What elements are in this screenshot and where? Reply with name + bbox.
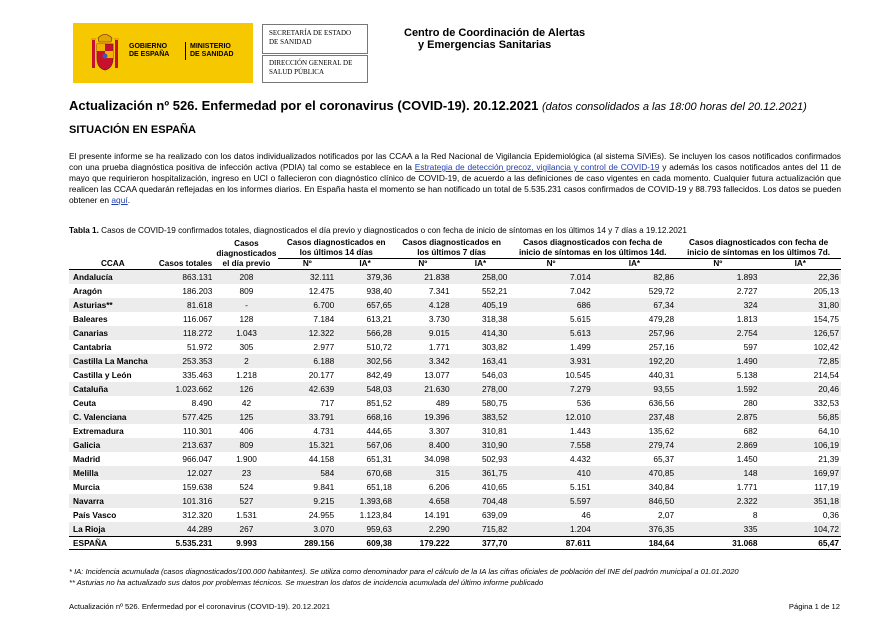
cell: 651,31: [366, 453, 392, 464]
cell: 110.301: [183, 425, 213, 436]
table-row: [69, 452, 841, 466]
ccaa-name: Madrid: [73, 453, 101, 464]
cell: 184,64: [593, 537, 676, 550]
cell: 315: [394, 466, 452, 480]
cell: 51.972: [187, 341, 213, 352]
gobierno-label: GOBIERNO DE ESPAÑA: [129, 43, 170, 58]
cell: 332,53: [813, 397, 839, 408]
centro-title: Centro de Coordinación de Alertas y Emergencias Sanitarias: [404, 27, 586, 51]
cell: 4.128: [394, 298, 452, 312]
cell: 87.611: [509, 537, 592, 550]
cell: 383,52: [452, 410, 510, 424]
cell: 13.077: [424, 369, 450, 380]
cell: 636,56: [648, 397, 675, 408]
cell: ESPAÑA: [69, 537, 157, 550]
cell: 44.158: [308, 453, 335, 464]
cell: 842,49: [366, 369, 392, 380]
cell: 686: [509, 298, 592, 312]
cell: 577.425: [157, 410, 215, 424]
cell: 15.321: [278, 438, 336, 452]
footnote-asturias: ** Asturias no ha actualizado sus datos por problemas técnicos. Se muestran los datos de incidencia acumulada del último informe publicado: [69, 578, 544, 587]
header-group-sintomas-14d: Casos diagnosticados con fecha de inicio de síntomas en los últimos 14d.: [509, 237, 676, 259]
cell: 335.463: [182, 369, 213, 380]
section-heading: SITUACIÓN EN ESPAÑA: [69, 124, 196, 136]
cell: 257,96: [593, 326, 676, 340]
cell: 44.289: [157, 522, 215, 537]
cell: 966.047: [182, 453, 213, 464]
cell: 2.869: [676, 438, 759, 452]
cell: 584: [278, 466, 336, 480]
cell: 10.545: [565, 369, 591, 380]
header-totales: Casos totales: [158, 259, 213, 268]
cell: 213.637: [157, 438, 215, 452]
cell: 406: [239, 425, 254, 436]
ccaa-name: C. Valenciana: [69, 410, 157, 424]
coat-of-arms-icon: [90, 30, 120, 76]
cell: 34.098: [424, 453, 450, 464]
cell: 42.639: [278, 382, 336, 396]
table-row: [69, 270, 841, 285]
ccaa-name: Melilla: [69, 466, 157, 480]
header-ia: IA*: [474, 259, 487, 268]
ccaa-name: Asturias**: [69, 298, 157, 312]
cell: 3.730: [428, 313, 450, 324]
ccaa-name: Ceuta: [73, 397, 97, 408]
table-row: [69, 298, 841, 312]
table-row: [69, 480, 841, 494]
cell: 104,72: [760, 522, 842, 537]
cell: 502,93: [481, 453, 508, 464]
header-n: Nº: [713, 259, 723, 268]
cell: 208: [214, 270, 278, 285]
cell: 938,40: [366, 285, 392, 296]
cell: 4.432: [569, 453, 591, 464]
cell: 5.597: [509, 494, 592, 508]
cell: 279,74: [593, 438, 676, 452]
cell: 959,63: [336, 522, 394, 537]
cases-table: [69, 237, 841, 550]
ccaa-name: Baleares: [73, 313, 108, 324]
cell: 214,54: [813, 369, 839, 380]
cell: 23: [214, 466, 278, 480]
cell: 102,42: [813, 341, 839, 352]
cell: 33.791: [278, 410, 336, 424]
cell: 6.700: [278, 298, 336, 312]
cell: 12.322: [278, 326, 336, 340]
cell: 5.151: [569, 481, 591, 492]
cell: 278,00: [452, 382, 510, 396]
cell: 169,97: [760, 466, 842, 480]
cell: 444,65: [366, 425, 392, 436]
cell: 148: [676, 466, 759, 480]
cell: 20,46: [760, 382, 842, 396]
cell: 302,56: [336, 354, 394, 368]
cell: 335: [676, 522, 759, 537]
table-row: [69, 326, 841, 340]
cell: 2.727: [736, 285, 758, 296]
cell: 410: [509, 466, 592, 480]
cell: 159.638: [182, 481, 213, 492]
page-number: Página 1 de 12: [788, 602, 840, 611]
cell: 163,41: [452, 354, 510, 368]
cell: 3.342: [394, 354, 452, 368]
cell: 609,38: [336, 537, 394, 550]
table-row: [69, 424, 841, 438]
header-group-7d: Casos diagnosticados en los últimos 7 días: [394, 237, 509, 259]
ministerio-label: MINISTERIO DE SANIDAD: [190, 43, 234, 58]
ccaa-name: Aragón: [73, 285, 103, 296]
cell: 8.490: [191, 397, 213, 408]
cell: 7.042: [569, 285, 591, 296]
cell: 118.272: [157, 326, 215, 340]
header-previo: Casos diagnosticados el día previo: [216, 239, 277, 268]
cell: 1.499: [569, 341, 591, 352]
cell: 682: [743, 425, 758, 436]
total-row: [69, 537, 841, 550]
footnote-ia: * IA: Incidencia acumulada (casos diagnosticados/100.000 habitantes). Se utiliza como denominador para el cálculo de la IA las cifras oficiales de población del INE del padrón municipal a 01.01.2020: [69, 567, 739, 576]
cell: 851,52: [366, 397, 392, 408]
cell: 597: [743, 341, 758, 352]
cell: 489: [435, 397, 450, 408]
cell: 717: [320, 397, 335, 408]
cell: 12.010: [509, 410, 592, 424]
cell: 651,18: [366, 481, 392, 492]
cell: 5.535.231: [157, 537, 215, 550]
cell: 21.838: [394, 270, 452, 285]
cell: 32.111: [278, 270, 336, 285]
cell: 19.396: [394, 410, 452, 424]
cell: 1.813: [736, 313, 758, 324]
cell: 510,72: [366, 341, 392, 352]
cell: 846,50: [593, 494, 676, 508]
ccaa-name: Canarias: [69, 326, 157, 340]
cell: 566,28: [336, 326, 394, 340]
table-row: [69, 494, 841, 508]
table-row: [69, 312, 841, 326]
cell: 305: [239, 341, 254, 352]
table-row: [69, 508, 841, 522]
cell: 1.043: [214, 326, 278, 340]
cell: 42: [241, 397, 252, 408]
cell: 3.931: [509, 354, 592, 368]
ccaa-name: País Vasco: [73, 509, 117, 520]
cell: 361,75: [452, 466, 510, 480]
header-n: Nº: [302, 259, 312, 268]
cell: 9.015: [394, 326, 452, 340]
ccaa-name: Extremadura: [73, 425, 124, 436]
cell: 310,90: [452, 438, 510, 452]
ccaa-name: Navarra: [69, 494, 157, 508]
cell: 1.771: [428, 341, 450, 352]
table-row: [69, 382, 841, 396]
cell: 639,09: [481, 509, 508, 520]
cell: 548,03: [336, 382, 394, 396]
cell: 715,82: [452, 522, 510, 537]
table-row: [69, 284, 841, 298]
cell: 93,55: [593, 382, 676, 396]
ccaa-name: Cantabria: [73, 341, 112, 352]
cell: 7.279: [509, 382, 592, 396]
cell: 7.014: [509, 270, 592, 285]
cell: 67,34: [593, 298, 676, 312]
cell: 536: [576, 397, 591, 408]
cell: 117,19: [814, 481, 839, 492]
cell: 65,37: [653, 453, 675, 464]
cell: 580,75: [481, 397, 508, 408]
cell: 1.592: [676, 382, 759, 396]
cell: 9.215: [278, 494, 336, 508]
cell: 414,30: [452, 326, 510, 340]
header-n: Nº: [418, 259, 428, 268]
cell: 318,38: [481, 313, 508, 324]
cell: 237,48: [593, 410, 676, 424]
cell: 253.353: [157, 354, 215, 368]
cell: 546,03: [481, 369, 508, 380]
cell: 65,47: [760, 537, 842, 550]
header-group-sintomas-7d: Casos diagnosticados con fecha de inicio de síntomas en los últimos 7d.: [676, 237, 841, 259]
cell: 1.023.662: [157, 382, 215, 396]
cell: 4.658: [394, 494, 452, 508]
cell: 2,07: [657, 509, 675, 520]
cell: 1.893: [676, 270, 759, 285]
cell: 2.875: [676, 410, 759, 424]
report-subtitle: (datos consolidados a las 18:00 horas del 20.12.2021): [541, 101, 807, 113]
cell: 524: [239, 481, 254, 492]
cell: -: [214, 298, 278, 312]
cell: 5.613: [509, 326, 592, 340]
cell: 470,85: [593, 466, 676, 480]
cell: 20.177: [308, 369, 335, 380]
cell: 340,84: [648, 481, 675, 492]
report-title: Actualización nº 526. Enfermedad por el coronavirus (COVID-19). 20.12.2021 (datos consolidados a las 18:00 horas del 20.12.2021): [69, 98, 807, 113]
cell: 21.630: [394, 382, 452, 396]
cell: 809: [239, 285, 254, 296]
ccaa-name: Murcia: [73, 481, 100, 492]
cell: 24.955: [308, 509, 335, 520]
cell: 324: [676, 298, 759, 312]
header-ccaa: CCAA: [100, 259, 125, 268]
table-row: [69, 396, 841, 410]
cell: 670,68: [336, 466, 394, 480]
cell: 1.531: [236, 509, 257, 520]
estrategia-link[interactable]: Estrategia de detección precoz, vigilancia y control de COVID-19: [414, 162, 660, 172]
cell: 2.322: [676, 494, 759, 508]
cell: 376,35: [593, 522, 676, 537]
table-row: [69, 466, 841, 480]
table-row: [69, 340, 841, 354]
cell: 22,36: [760, 270, 842, 285]
cell: 567,06: [336, 438, 394, 452]
cell: 1.771: [736, 481, 758, 492]
cell: 186.203: [182, 285, 213, 296]
cell: 280: [743, 397, 758, 408]
cell: 3.307: [428, 425, 450, 436]
cell: 529,72: [648, 285, 675, 296]
header-ia: IA*: [628, 259, 641, 268]
cell: 5.615: [569, 313, 591, 324]
cell: 1.218: [236, 369, 257, 380]
intro-paragraph: El presente informe se ha realizado con los datos individualizados notificados por las CCAA a la Red Nacional de Vigilancia Epidemiológica (al sistema SiViEs). Se incluyen los casos notificados confirmados con una prueba diagnóstica positiva de infección activa (PDIA) tal como se establece en la Estrategia de detección precoz, vigilancia y control de COVID-19 y además los casos notificados antes del 11 de mayo que requirieron hospitalización, ingreso en UCI o fallecieron con diagnóstico clínico de COVID-19, de acuerdo a las definiciones de caso vigentes en cada momento. Cualquier futura actualización que realicen las CCAA quedarán reflejadas en los informes diarios. En España hasta el momento se han notificado un total de 5.535.231 casos confirmados de COVID-19 y 88.793 fallecidos. Los datos se pueden obtener en aquí.: [69, 151, 842, 205]
header-ia: IA*: [794, 259, 806, 268]
cell: 1.123,84: [359, 509, 392, 520]
cell: 179.222: [394, 537, 452, 550]
cell: 31.068: [676, 537, 759, 550]
cell: 2.290: [394, 522, 452, 537]
cell: 552,21: [481, 285, 508, 296]
cell: 257,16: [648, 341, 675, 352]
ccaa-name: La Rioja: [69, 522, 157, 537]
cell: 351,18: [760, 494, 842, 508]
cell: 7.184: [313, 313, 335, 324]
cell: 135,62: [648, 425, 675, 436]
cell: 289.156: [278, 537, 336, 550]
cell: 8.400: [394, 438, 452, 452]
cell: 126: [214, 382, 278, 396]
cell: 7.558: [509, 438, 592, 452]
ccaa-name: Castilla La Mancha: [69, 354, 157, 368]
datos-link[interactable]: aquí: [111, 195, 128, 205]
cell: 379,36: [336, 270, 394, 285]
header-n: Nº: [546, 259, 556, 268]
direccion-box: DIRECCIÓN GENERAL DE SALUD PÚBLICA: [262, 55, 368, 83]
cell: 116.067: [183, 313, 213, 324]
cell: 72,85: [760, 354, 842, 368]
header-ia: IA*: [359, 259, 371, 268]
header-group-14d: Casos diagnosticados en los últimos 14 días: [278, 237, 393, 259]
cell: 3.070: [278, 522, 336, 537]
cell: 863.131: [157, 270, 215, 285]
cell: 668,16: [336, 410, 394, 424]
cell: 809: [214, 438, 278, 452]
table-caption: Tabla 1. Casos de COVID-19 confirmados totales, diagnosticados el día previo y diagnosticados o con fecha de inicio de síntomas en los últimos 14 y 7 días a 19.12.2021: [69, 226, 687, 235]
cell: 6.188: [278, 354, 336, 368]
cell: 0,36: [822, 509, 839, 520]
cell: 14.191: [424, 509, 450, 520]
table-row: [69, 354, 841, 368]
cell: 125: [214, 410, 278, 424]
page-header: [0, 0, 882, 90]
ccaa-name: Cataluña: [69, 382, 157, 396]
cell: 440,31: [648, 369, 675, 380]
cell: 9.841: [313, 481, 335, 492]
table-row: [69, 438, 841, 452]
cell: 5.138: [736, 369, 758, 380]
cell: 1.393,68: [336, 494, 394, 508]
cell: 12.027: [157, 466, 215, 480]
cell: 9.993: [214, 537, 278, 550]
table-row: [69, 368, 841, 382]
cell: 7.341: [428, 285, 450, 296]
cell: 405,19: [452, 298, 510, 312]
cell: 154,75: [813, 313, 839, 324]
cell: 704,48: [452, 494, 510, 508]
cell: 1.450: [736, 453, 758, 464]
cell: 64,10: [818, 425, 839, 436]
cell: 1.204: [509, 522, 592, 537]
table-row: [69, 410, 841, 424]
cell: 6.206: [428, 481, 450, 492]
cell: 312.320: [182, 509, 213, 520]
cell: 128: [239, 313, 254, 324]
cell: 4.731: [313, 425, 335, 436]
cell: 410,65: [481, 481, 508, 492]
cell: 527: [214, 494, 278, 508]
secretaria-box: SECRETARÍA DE ESTADO DE SANIDAD: [262, 24, 368, 54]
cell: 310,81: [481, 425, 508, 436]
cell: 657,65: [336, 298, 394, 312]
page-footer: Actualización nº 526. Enfermedad por el coronavirus (COVID-19). 20.12.2021: [69, 602, 331, 611]
cell: 31,80: [760, 298, 842, 312]
cell: 1.490: [676, 354, 759, 368]
cell: 46: [581, 509, 591, 520]
ccaa-name: Andalucía: [69, 270, 157, 285]
cell: 613,21: [366, 313, 392, 324]
cell: 8: [752, 509, 758, 520]
cell: 479,28: [648, 313, 675, 324]
logo-divider: [185, 42, 186, 60]
cell: 205,13: [813, 285, 839, 296]
cell: 126,57: [760, 326, 842, 340]
cell: 56,85: [760, 410, 842, 424]
ccaa-name: Castilla y León: [73, 369, 132, 380]
cell: 21,39: [818, 453, 839, 464]
cell: 82,86: [593, 270, 676, 285]
table-row: [69, 522, 841, 537]
cell: 106,19: [760, 438, 842, 452]
cell: 2: [214, 354, 278, 368]
cell: 192,20: [593, 354, 676, 368]
cell: 1.900: [236, 453, 257, 464]
cell: 12.475: [308, 285, 335, 296]
ccaa-name: Galicia: [69, 438, 157, 452]
cell: 2.754: [676, 326, 759, 340]
cell: 303,82: [481, 341, 508, 352]
cell: 258,00: [452, 270, 510, 285]
cell: 1.443: [569, 425, 591, 436]
cell: 2.977: [313, 341, 335, 352]
cell: 101.316: [157, 494, 215, 508]
cell: 267: [214, 522, 278, 537]
cell: 377,70: [452, 537, 510, 550]
cell: 81.618: [157, 298, 215, 312]
